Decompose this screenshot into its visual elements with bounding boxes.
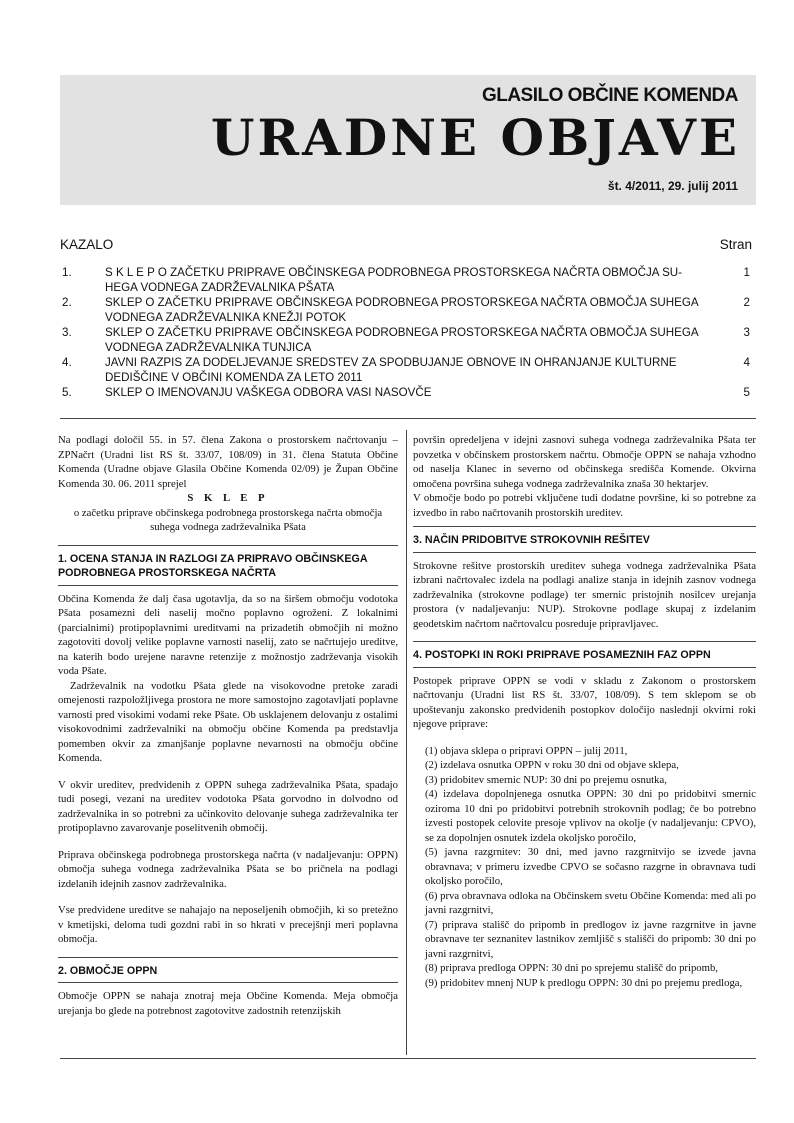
toc-item[interactable] — [60, 296, 752, 325]
list-item: (6) prva obravnava odloka na Občinskem svetu Občine Komenda: med ali po javni razgrnitvi, — [425, 889, 756, 916]
list-item: (1) objava sklepa o pripravi OPPN – julij 2011, — [425, 744, 628, 757]
list-item: (5) javna razgrnitev: 30 dni, med javno razgrnitvijo se izvede javna obravnava; v primeru izvedbe CPVO se sočasno razgrne in obravnava tudi okoljsko poročilo, — [425, 846, 756, 887]
paragraph: V okvir ureditev, predvidenih z OPPN suhega zadrževalnika Pšata, spadajo tudi posegi, vezani na ureditev vodotoka Pšata gorvodno in dolvodno od zadrževalnika in so potrebni za učinkovito delovanje suhega zadrževalnika ter protipoplavno zavarovanje poselitvenih območij. — [58, 778, 398, 834]
list-item: (3) pridobitev smernic NUP: 30 dni po prejemu osnutka, — [425, 773, 667, 786]
toc-header — [60, 237, 752, 252]
paragraph: Priprava občinskega podrobnega prostorskega načrta (v nadaljevanju: OPPN) območja suhega vodnega zadrževalnika Pšata se bo pričnela na podlagi izdelanih idejnih zasnov zadrževalnika. — [58, 848, 398, 890]
toc-item-number: 3. — [62, 326, 72, 339]
paragraph: Postopek priprave OPPN se vodi v skladu z Zakonom o prostorskem načrtovanju (Uradni list RS št. 33/07, 108/09). S tem sklepom se ob upoštevanju zakonsko predvidenih postopkov določijo naslednji okvirni roki njegove priprave: — [413, 674, 756, 730]
toc-item-number: 1. — [62, 266, 72, 279]
table-of-contents — [60, 266, 752, 402]
toc-item-title: SKLEP O ZAČETKU PRIPRAVE OBČINSKEGA PODROBNEGA PROSTORSKEGA NAČRTA OBMOČJA SUHEGA VODNEGA ZADRŽEVALNIKA TUNJICA — [105, 326, 698, 354]
toc-item-page: 4 — [743, 356, 750, 369]
section-divider — [58, 957, 398, 958]
toc-item-title: SKLEP O IMENOVANJU VAŠKEGA ODBORA VASI NASOVČE — [105, 386, 432, 399]
right-column — [413, 433, 756, 990]
toc-item-page: 1 — [743, 266, 750, 279]
section-divider — [58, 545, 398, 546]
section-divider — [58, 585, 398, 586]
list-item: (4) izdelava dopolnjenega osnutka OPPN: 30 dni po pridobitvi smernic oziroma 10 dni po pridobitvi potrebnih strokovnih podlag; če bo potrebno izvesti postopek celovite presoje vplivov na okolje (v nadaljevanju: CPVO), se za dopolnjen osnutek izdela okoljsko poročilo, — [425, 788, 756, 844]
section-heading: 1. OCENA STANJA IN RAZLOGI ZA PRIPRAVO OBČINSKEGA PODROBNEGA PROSTORSKEGA NAČRTA — [58, 552, 368, 579]
paragraph: Strokovne rešitve prostorskih ureditev suhega vodnega zadrževalnika Pšata izbrani načrtovalec izdela na podlagi analize stanja in idejnih zasnov vodnega zadrževalnika (strokovne podlage) ter smernic pristojnih nosilcev urejanja prostora (v nadaljevanju: NUP). Strokovne podlage skupaj z izdelanim geodetskim načrtom načrtovalcu posreduje pripravljavec. — [413, 559, 756, 630]
section-divider — [413, 552, 756, 553]
issue-info: št. 4/2011, 29. julij 2011 — [607, 179, 738, 193]
left-column — [58, 433, 398, 1018]
toc-item[interactable] — [60, 326, 752, 355]
toc-item-page: 2 — [743, 296, 750, 309]
list-item: (9) pridobitev mnenj NUP k predlogu OPPN: 30 dni po prejemu predloga, — [425, 976, 743, 989]
section-heading: 3. NAČIN PRIDOBITVE STROKOVNIH REŠITEV — [413, 534, 650, 546]
paragraph: Vse predvidene ureditve se nahajajo na neposeljenih območjih, ki so pretežno v kmetijski, deloma tudi gozdni rabi in so hkrati v precejšnji meri poplavna območja. — [58, 904, 398, 945]
toc-item-page: 5 — [743, 386, 750, 399]
list-item: (7) priprava stališč do pripomb in predlogov iz javne razgrnitve in javne obravnave ter seznanitev lastnikov zemljišč s stališči do pripomb: 30 dni po javni razgrnitvi, — [425, 918, 756, 960]
toc-item[interactable] — [60, 356, 752, 385]
list-item: (8) priprava predloga OPPN: 30 dni po sprejemu stališč do pripomb, — [425, 962, 718, 974]
paragraph: Občina Komenda že dalj časa ugotavlja, da so na širšem območju vodotoka Pšata posamezni deli naselij močno poplavno ogroženi. Z lokalnimi (parcialnimi) protipoplavnimi ureditvami na prizadetih območjih ni možno zagotoviti dovolj velike poplavne varnosti naselij, zato se načrtujejo ureditve, na katerih bodo urejene naravne retenzije z možnostjo zadrževanja visokih voda Pšate. — [58, 592, 398, 677]
preamble: Na podlagi določil 55. in 57. člena Zakona o prostorskem načrtovanju – ZPNačrt (Uradni list RS št. 33/07, 108/09) in 31. člena Statuta Občine Komenda (Uradne objave Glasila Občine Komenda 02/09) je Župan Občine Komenda 30. 06. 2011 sprejel — [58, 434, 398, 490]
toc-label: KAZALO — [60, 237, 114, 252]
toc-item-title: SKLEP O ZAČETKU PRIPRAVE OBČINSKEGA PODROBNEGA PROSTORSKEGA NAČRTA OBMOČJA SUHEGA VODNEGA ZADRŽEVALNIKA KNEŽJI POTOK — [105, 296, 698, 324]
column-divider — [406, 430, 407, 1055]
toc-item-page: 3 — [743, 326, 750, 339]
document-title: S K L E P — [187, 492, 269, 504]
paragraph: površin opredeljena v idejni zasnovi suhega vodnega zadrževalnika Pšata ter povzetka v občinskem prostorskem načrtu. Območje OPPN se nahaja vzhodno od naselja Klanec in severno od občinskega središča Komende. Okvirna omočena površina suhega vodnega zadrževalnika znaša 30 hektarjev. — [413, 434, 756, 490]
toc-item-title: JAVNI RAZPIS ZA DODELJEVANJE SREDSTEV ZA SPODBUJANJE OBNOVE IN OHRANJANJE KULTURNE DEDIŠČINE V OBČINI KOMENDA ZA LETO 2011 — [105, 356, 677, 384]
toc-item[interactable] — [60, 266, 752, 295]
masthead — [60, 75, 756, 205]
paragraph: Območje OPPN se nahaja znotraj meja Občine Komenda. Meja območja urejanja bo glede na potrebnost zagotovitve zadostnih retenzijskih — [58, 990, 398, 1017]
page-title: URADNE OBJAVE — [210, 108, 740, 167]
section-heading: 4. POSTOPKI IN ROKI PRIPRAVE POSAMEZNIH FAZ OPPN — [413, 649, 711, 661]
section-divider — [413, 526, 756, 527]
list-item: (2) izdelava osnutka OPPN v roku 30 dni od objave sklepa, — [425, 759, 679, 771]
toc-page-label: Stran — [719, 237, 752, 252]
section-heading: 2. OBMOČJE OPPN — [58, 964, 158, 977]
toc-item-number: 4. — [62, 356, 72, 369]
publication-name: GLASILO OBČINE KOMENDA — [481, 85, 738, 106]
toc-item-title: S K L E P O ZAČETKU PRIPRAVE OBČINSKEGA PODROBNEGA PROSTORSKEGA NAČRTA OBMOČJA SU-HEGA VODNEGA ZADRŽEVALNIKA PŠATA — [105, 266, 683, 294]
paragraph: V območje bodo po potrebi vključene tudi dodatne površine, ki so potrebne za izvedbo in rabo načrtovanih prostorskih ureditev. — [413, 492, 756, 519]
toc-item[interactable] — [60, 386, 752, 401]
section-divider — [413, 641, 756, 642]
toc-divider — [60, 418, 756, 419]
paragraph: Zadrževalnik na vodotku Pšata glede na visokovodne pretoke zaradi omejenosti razpoložljivega prostora ne more samostojno zagotavljati poplavne varnosti pred visokimi vodami reke Pšate. Ob usklajenem delovanju z ostalimi visokovodnimi zadrževalniki na območju občine Komenda pa predstavlja pomemben okvir za zmanjšanje poplavne nevarnosti na območju občine Komenda. — [58, 679, 398, 764]
toc-item-number: 2. — [62, 296, 72, 309]
document-subtitle: o začetku priprave občinskega podrobnega prostorskega načrta območja suhega vodnega zadrževalnika Pšata — [73, 506, 383, 533]
toc-item-number: 5. — [62, 386, 72, 399]
schedule-list — [413, 744, 756, 991]
section-divider — [58, 982, 398, 983]
footer-divider — [60, 1058, 756, 1059]
section-divider — [413, 667, 756, 668]
